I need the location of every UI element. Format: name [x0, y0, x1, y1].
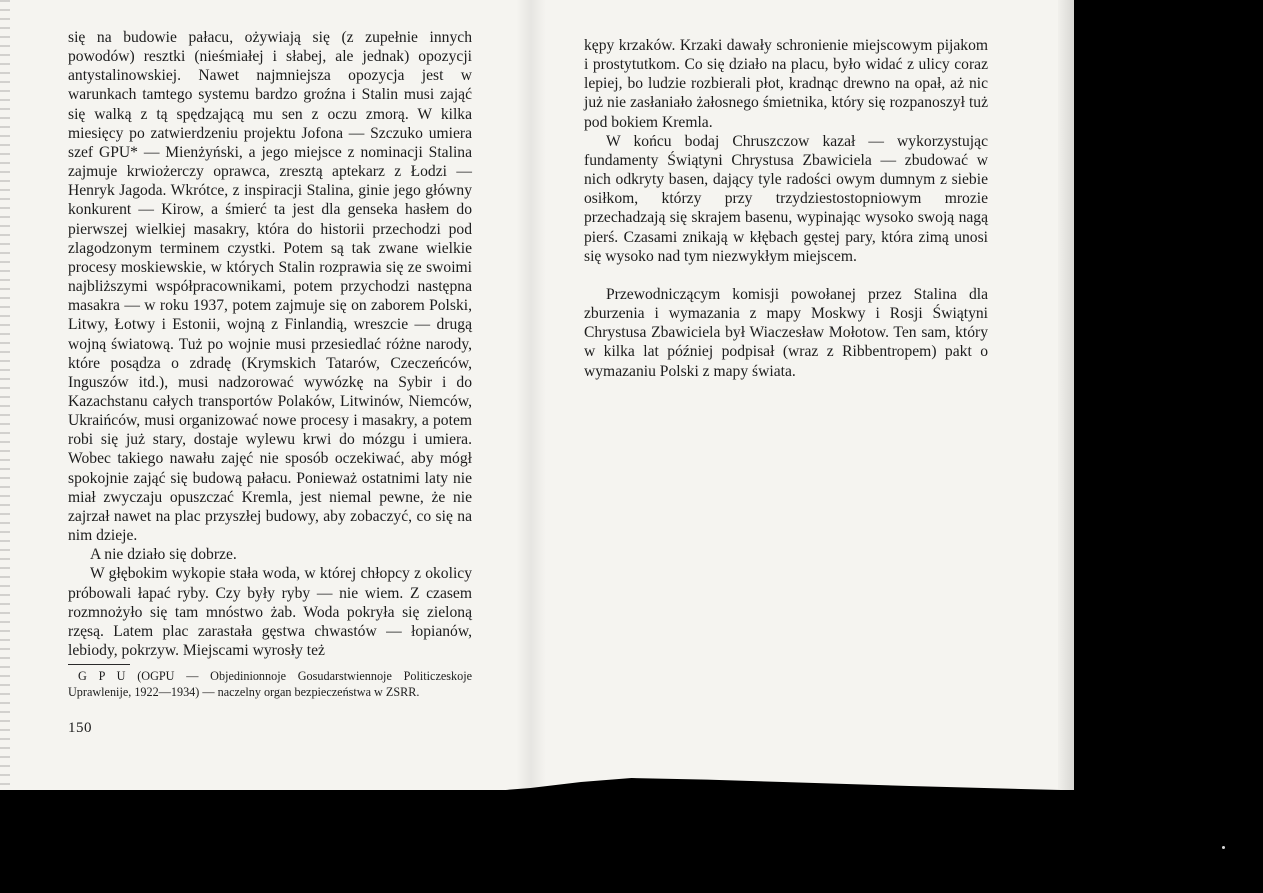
page-edge: [1058, 0, 1074, 790]
right-paragraph-1: kępy krzaków. Krzaki dawały schronienie miejscowym pijakom i prostytutkom. Co się działo na placu, było widać z ulicy coraz lepiej, bo ludzie rozbierali płot, kradnąc drewno na opał, aż nic już nie zasłaniało żałosnego śmietnika, który się rozpanoszył tuż pod bokiem Kremla.: [584, 37, 988, 131]
dust-speck: [1222, 846, 1225, 849]
footnote-divider: [68, 664, 130, 665]
right-page-text: [584, 36, 988, 381]
right-paragraph-2: W końcu bodaj Chruszczow kazał — wykorzystując fundamenty Świątyni Chrystusa Zbawiciela — zbudować w nich odkryty basen, dający tyle radości owym dumnym z siebie osiłkom, którzy przy trzydziestostopniowym mrozie przechadzają się skrajem basenu, wypinając wysoko swoją nagą pierś. Czasami znikają w kłębach gęstej pary, która zimą unosi się wysoko nad tym niezwykłym miejscem.: [584, 132, 988, 265]
page-number: 150: [68, 720, 92, 736]
book-gutter: [516, 0, 546, 790]
left-page-text: [68, 28, 472, 660]
left-paragraph-3: W głębokim wykopie stała woda, w której chłopcy z okolicy próbowali łapać ryby. Czy były ryby — nie wiem. Z czasem rozmnożyło się tam mnóstwo żab. Woda pokryła się zieloną rzęsą. Latem plac zarastała gęstwa chwastów — łopianów, lebiody, pokrzyw. Miejscami wyrosły też: [68, 565, 472, 659]
left-paragraph-2: A nie działo się dobrze.: [90, 546, 237, 564]
binding-marks: [0, 0, 10, 790]
left-paragraph-1: się na budowie pałacu, ożywiają się (z zupełnie innych powodów) resztki (nieśmiałej i słabej, ale jednak) opozycji antystalinowskiej. Nawet najmniejsza opozycja jest w warunkach tamtego systemu bardzo groźna i Stalin musi zająć się walką z tą spędzającą mu sen z oczu zmorą. W kilka miesięcy po zatwierdzeniu projektu Jofona — Szczuko umiera szef GPU* — Mienżyński, a jego miejsce z nominacji Stalina zajmuje krwiożerczy oprawca, zresztą aptekarz z Łodzi — Henryk Jagoda. Wkrótce, z inspiracji Stalina, ginie jego główny konkurent — Kirow, a śmierć ta jest dla genseka hasłem do pierwszej wielkiej masakry, która do historii przechodzi pod zlagodzonym terminem czystki. Potem są tak zwane wielkie procesy moskiewskie, w których Stalin rozprawia się ze swoimi najbliższymi współpracownikami, potem przychodzi następna masakra — w roku 1937, potem zajmuje się on zaborem Polski, Litwy, Łotwy i Estonii, wojną z Finlandią, wreszcie — drugą wojną światową. Tuż po wojnie musi przesiedlać różne narody, które posądza o zdradę (Krymskich Tatarów, Czeczeńców, Inguszów itd.), musi nadzorować wywózkę na Sybir i do Kazachstanu całych transportów Polaków, Litwinów, Niemców, Ukraińców, musi organizować nowe procesy i masakry, a potem robi się już stary, dostaje wylewu krwi do mózgu i umiera. Wobec takiego nawału zajęć nie sposób oczekiwać, aby mógł spokojnie zająć się budową pałacu. Ponieważ ostatnimi laty nie miał zwyczaju opuszczać Kremla, jest niemal pewne, że nie zajrzał nawet na plac przyszłej budowy, aby zobaczyć, co się na nim dzieje.: [68, 29, 472, 545]
right-paragraph-3: Przewodniczącym komisji powołanej przez Stalina dla zburzenia i wymazania z mapy Moskwy i Rosji Świątyni Chrystusa Zbawiciela był Wiaczesław Mołotow. Ten sam, który w kilka lat później podpisał (wraz z Ribbentropem) pakt o wymazaniu Polski z mapy świata.: [584, 285, 988, 380]
footnote: G P U (OGPU — Objedinionnoje Gosudarstwiennoje Politiczeskoje Uprawlenije, 1922—1934) — naczelny organ bezpieczeństwa w ZSRR.: [68, 669, 472, 699]
